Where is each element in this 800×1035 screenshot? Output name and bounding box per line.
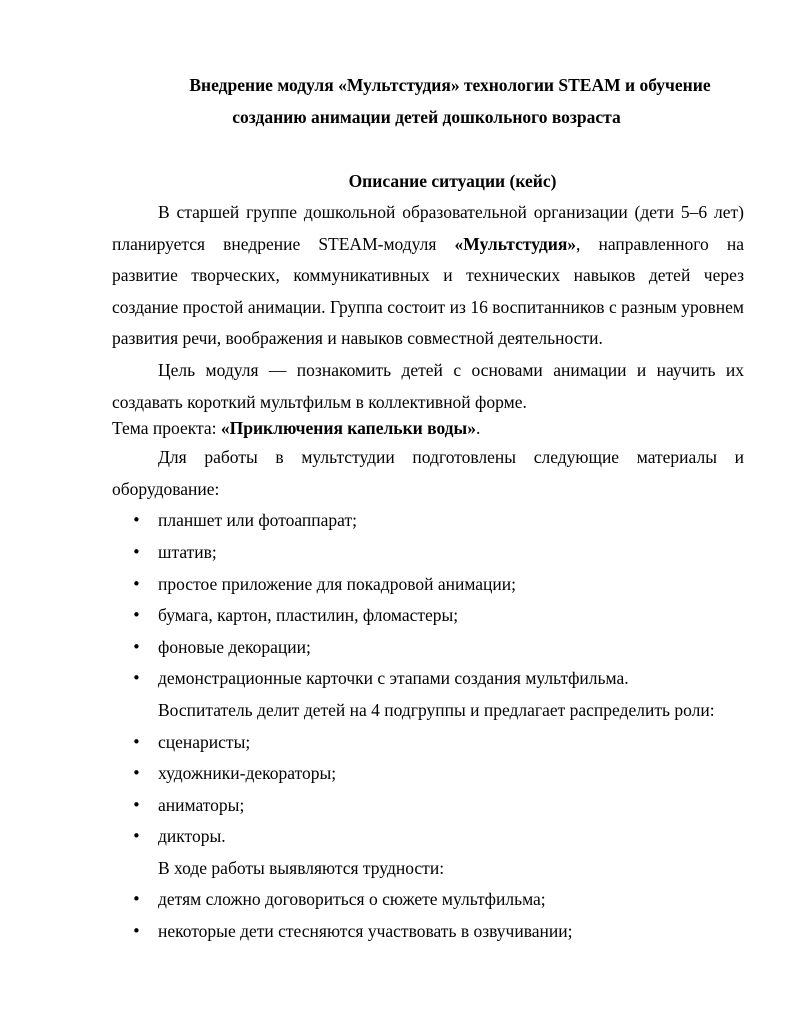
paragraph-goal: Цель модуля — познакомить детей с основами анимации и научить их создавать короткий мультфильм в коллективной форме. [112,359,744,412]
list-item: • планшет или фотоаппарат; [112,505,744,537]
list-item: • демонстрационные карточки с этапами создания мультфильма. [112,663,744,695]
materials-list [112,505,744,695]
list-item: • простое приложение для покадровой анимации; [112,569,744,601]
section-heading: Описание ситуации (кейс) [348,171,557,191]
document-title-line-1: Внедрение модуля «Мультстудия» технологии STEAM и обучение [189,75,711,95]
paragraph-intro [112,197,744,355]
project-topic [112,418,744,438]
list-item: • фоновые декорации; [112,632,744,664]
list-item: • аниматоры; [112,790,744,822]
list-item: • дикторы. [112,821,744,853]
difficulties-list [112,884,744,947]
paragraph-materials: Для работы в мультстудии подготовлены следующие материалы и оборудование: [112,447,744,499]
list-item: • детям сложно договориться о сюжете мультфильма; [112,884,744,916]
module-name: «Мультстудия» [454,233,577,254]
paragraph-intro-text: В старшей группе дошкольной образовательной организации (дети 5–6 лет) планируется внедрение STEAM-модуля [112,202,744,254]
list-item: • художники-декораторы; [112,758,744,790]
paragraph-intro-rest: , направленного на развитие творческих, коммуникативных и технических навыков детей через создание простой анимации. Группа состоит из 16 воспитанников с разным уровнем развития речи, воображения и навыков совместной деятельности. [112,233,744,349]
list-item: • некоторые дети стесняются участвовать в озвучивании; [112,916,744,948]
paragraph-difficulties: В ходе работы выявляются трудности: [158,857,445,878]
paragraph-roles: Воспитатель делит детей на 4 подгруппы и предлагает распределить роли: [158,699,715,720]
project-topic-end: . [475,418,481,439]
list-item: • бумага, картон, пластилин, фломастеры; [112,600,744,632]
document-body [112,197,744,948]
project-topic-label: Тема проекта: [112,418,221,439]
list-item: • штатив; [112,537,744,569]
document-title-line-2: созданию анимации детей дошкольного возраста [232,107,621,127]
roles-list [112,727,744,853]
project-topic-name: «Приключения капельки воды» [220,418,476,439]
list-item: • сценаристы; [112,727,744,759]
